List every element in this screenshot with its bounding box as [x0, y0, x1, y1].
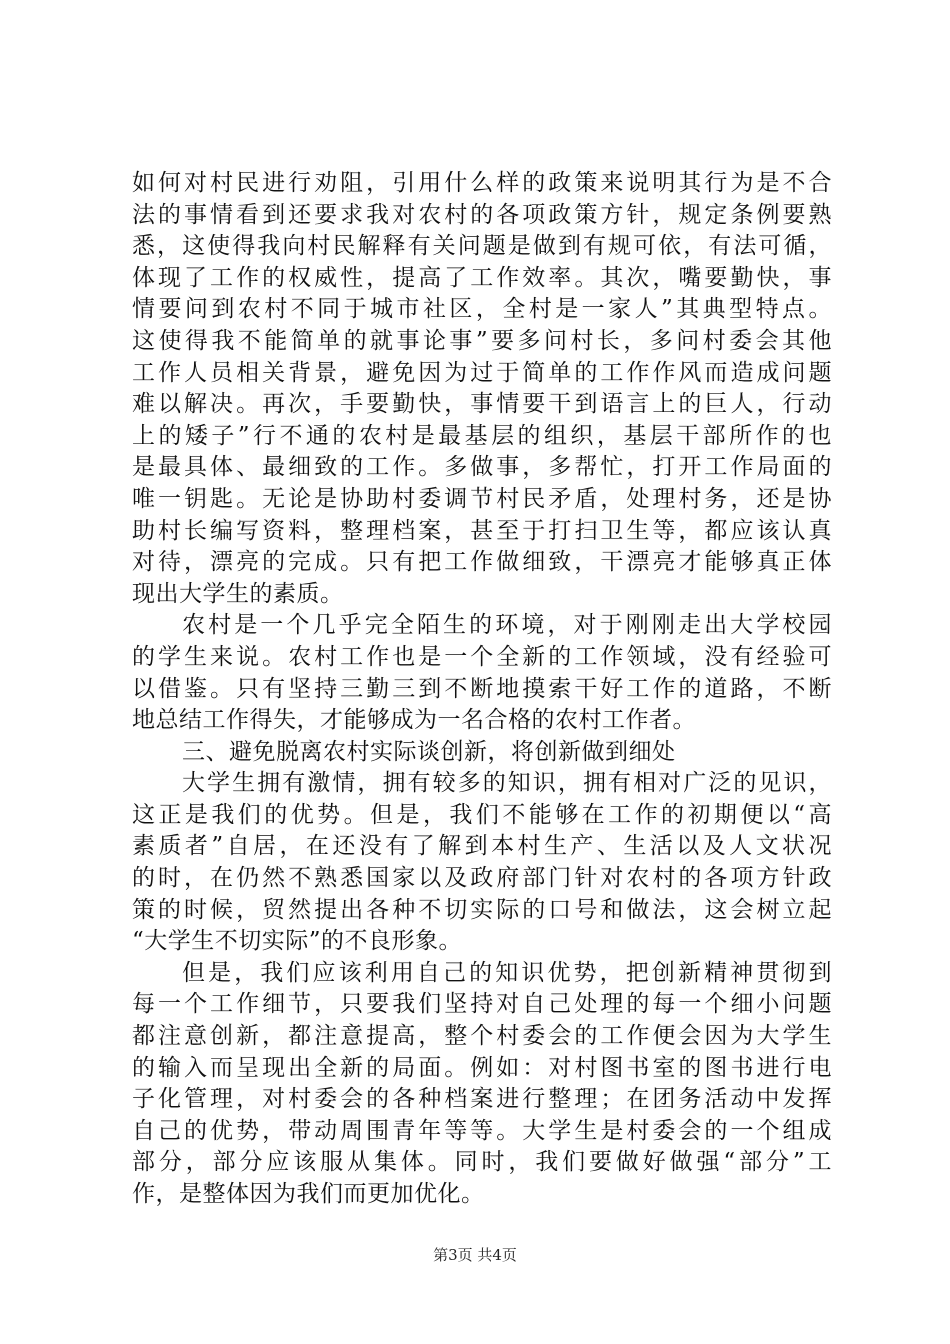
body-line: 素质者”自居，在还没有了解到本村生产、生活以及人文状况 — [132, 833, 832, 860]
body-line: 子化管理，对村委会的各种档案进行整理；在团务活动中发挥 — [132, 1086, 832, 1113]
body-line: 情要问到农村不同于城市社区，全村是一家人”其典型特点。 — [132, 296, 832, 323]
body-line: 部分，部分应该服从集体。同时，我们要做好做强“部分”工 — [132, 1149, 832, 1176]
body-line: 助村长编写资料，整理档案，甚至于打扫卫生等，都应该认真 — [132, 517, 832, 544]
paragraph-first-line: 大学生拥有激情，拥有较多的知识，拥有相对广泛的见识， — [182, 770, 832, 797]
body-line: 是最具体、最细致的工作。多做事，多帮忙，打开工作局面的 — [132, 454, 832, 481]
paragraph-first-line: 但是，我们应该利用自己的知识优势，把创新精神贯彻到 — [182, 959, 832, 986]
body-line: 这正是我们的优势。但是，我们不能够在工作的初期便以“高 — [132, 801, 832, 828]
body-line: 以借鉴。只有坚持三勤三到不断地摸索干好工作的道路，不断 — [132, 675, 832, 702]
body-line: 自己的优势，带动周围青年等等。大学生是村委会的一个组成 — [132, 1117, 832, 1144]
body-line: 策的时候，贸然提出各种不切实际的口号和做法，这会树立起 — [132, 896, 832, 923]
body-line: 的学生来说。农村工作也是一个全新的工作领域，没有经验可 — [132, 643, 832, 670]
page-number-footer: 第3页 共4页 — [433, 1246, 517, 1264]
body-line: 上的矮子”行不通的农村是最基层的组织，基层干部所作的也 — [132, 422, 832, 449]
body-line: 这使得我不能简单的就事论事”要多问村长，多问村委会其他 — [132, 327, 832, 354]
body-line: 对待，漂亮的完成。只有把工作做细致，干漂亮才能够真正体 — [132, 549, 832, 576]
body-line: “大学生不切实际”的不良形象。 — [132, 928, 463, 955]
body-line: 现出大学生的素质。 — [132, 580, 344, 607]
body-line: 悉，这使得我向村民解释有关问题是做到有规可依，有法可循， — [132, 233, 832, 260]
body-line: 体现了工作的权威性，提高了工作效率。其次，嘴要勤快，事 — [132, 264, 832, 291]
body-line: 难以解决。再次，手要勤快，事情要干到语言上的巨人，行动 — [132, 391, 832, 418]
body-line: 如何对村民进行劝阻，引用什么样的政策来说明其行为是不合 — [132, 170, 832, 196]
body-line: 地总结工作得失，才能够成为一名合格的农村工作者。 — [132, 707, 696, 734]
body-line: 的时，在仍然不熟悉国家以及政府部门针对农村的各项方针政 — [132, 865, 832, 892]
document-body — [132, 168, 832, 1211]
paragraph-first-line: 农村是一个几乎完全陌生的环境，对于刚刚走出大学校园 — [182, 612, 832, 639]
body-line: 的输入而呈现出全新的局面。例如：对村图书室的图书进行电 — [132, 1054, 832, 1081]
body-line: 每一个工作细节，只要我们坚持对自己处理的每一个细小问题 — [132, 991, 832, 1018]
body-line: 都注意创新，都注意提高，整个村委会的工作便会因为大学生 — [132, 1023, 832, 1050]
body-line: 工作人员相关背景，避免因为过于简单的工作作风而造成问题 — [132, 359, 832, 386]
body-line: 法的事情看到还要求我对农村的各项政策方针，规定条例要熟 — [132, 201, 832, 228]
section-heading: 三、避免脱离农村实际谈创新，将创新做到细处 — [182, 738, 676, 765]
body-line: 作，是整体因为我们而更加优化。 — [132, 1181, 485, 1207]
body-line: 唯一钥匙。无论是协助村委调节村民矛盾，处理村务，还是协 — [132, 485, 832, 512]
